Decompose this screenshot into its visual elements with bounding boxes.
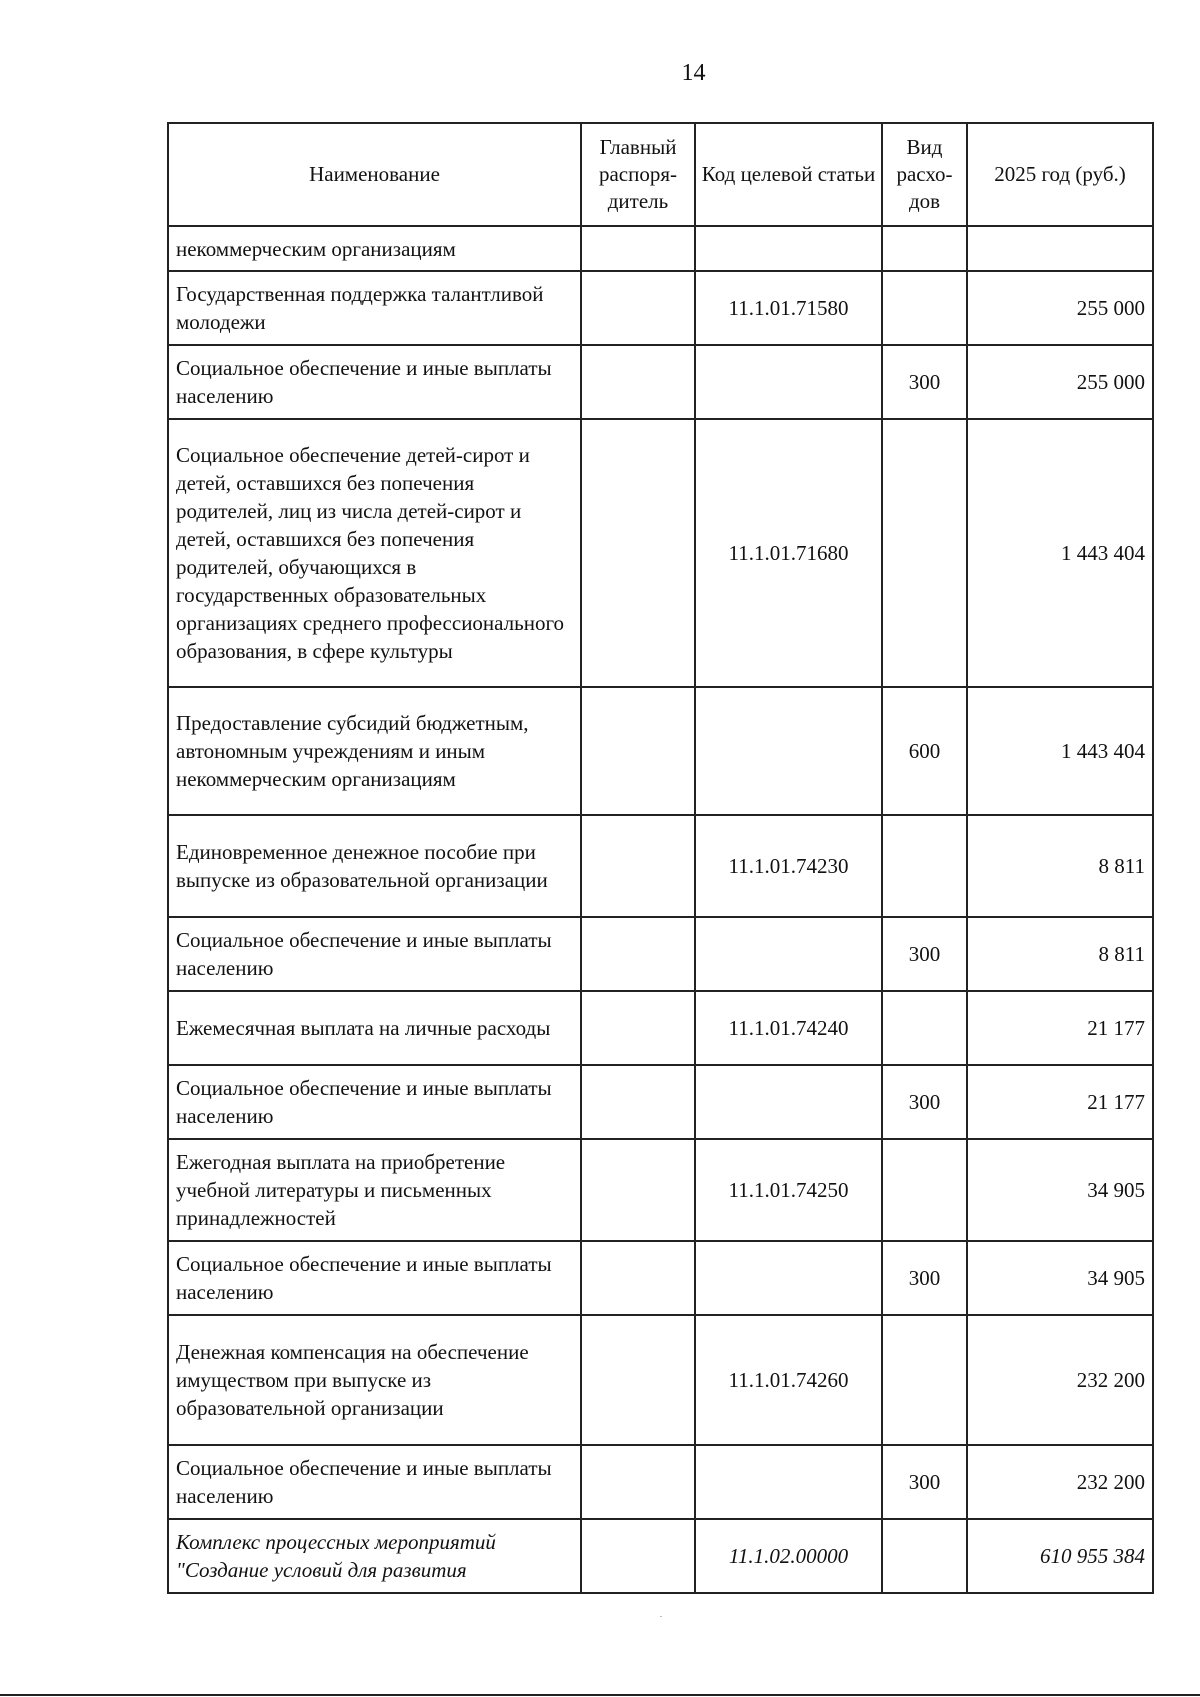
cell-name: Денежная компенсация на обеспечение имуществом при выпуске из образовательной организации	[168, 1315, 581, 1445]
cell-code	[695, 1065, 882, 1139]
cell-manager	[581, 1139, 695, 1241]
table-row	[168, 815, 1153, 917]
cell-amount: 21 177	[967, 1065, 1153, 1139]
table-header-row	[168, 123, 1153, 226]
table-row	[168, 687, 1153, 815]
page-number: 14	[681, 60, 706, 86]
table-row	[168, 991, 1153, 1065]
table-row	[168, 419, 1153, 687]
table-row	[168, 226, 1153, 271]
cell-manager	[581, 1241, 695, 1315]
table-row	[168, 271, 1153, 345]
cell-code	[695, 687, 882, 815]
cell-code: 11.1.01.74240	[695, 991, 882, 1065]
cell-kind: 600	[882, 687, 967, 815]
page-bottom-rule	[0, 1694, 1200, 1696]
cell-amount: 232 200	[967, 1445, 1153, 1519]
cell-name: Социальное обеспечение и иные выплаты населению	[168, 1241, 581, 1315]
cell-amount: 232 200	[967, 1315, 1153, 1445]
cell-amount: 255 000	[967, 271, 1153, 345]
cell-kind: 300	[882, 1241, 967, 1315]
header-kind: Вид расхо-дов	[882, 123, 967, 226]
cell-kind	[882, 1519, 967, 1593]
header-year: 2025 год (руб.)	[967, 123, 1153, 226]
cell-amount: 1 443 404	[967, 687, 1153, 815]
cell-manager	[581, 419, 695, 687]
cell-amount: 8 811	[967, 917, 1153, 991]
budget-table	[167, 122, 1154, 1594]
cell-manager	[581, 991, 695, 1065]
cell-kind	[882, 419, 967, 687]
table-row	[168, 1139, 1153, 1241]
cell-manager	[581, 345, 695, 419]
cell-amount: 610 955 384	[967, 1519, 1153, 1593]
cell-code	[695, 345, 882, 419]
cell-manager	[581, 1065, 695, 1139]
cell-name: Социальное обеспечение и иные выплаты населению	[168, 917, 581, 991]
cell-manager	[581, 1315, 695, 1445]
cell-kind	[882, 226, 967, 271]
cell-amount: 8 811	[967, 815, 1153, 917]
cell-name: Ежегодная выплата на приобретение учебной литературы и письменных принадлежностей	[168, 1139, 581, 1241]
cell-code	[695, 1445, 882, 1519]
table-row	[168, 345, 1153, 419]
cell-manager	[581, 815, 695, 917]
header-manager: Главный распоря-дитель	[581, 123, 695, 226]
cell-manager	[581, 1445, 695, 1519]
cell-name: Социальное обеспечение и иные выплаты населению	[168, 1445, 581, 1519]
cell-name: некоммерческим организациям	[168, 226, 581, 271]
cell-kind	[882, 1139, 967, 1241]
cell-kind	[882, 991, 967, 1065]
cell-manager	[581, 271, 695, 345]
cell-kind	[882, 1315, 967, 1445]
cell-code: 11.1.01.74250	[695, 1139, 882, 1241]
cell-manager	[581, 687, 695, 815]
table-row	[168, 1519, 1153, 1593]
cell-amount: 255 000	[967, 345, 1153, 419]
table-row	[168, 1241, 1153, 1315]
table-row	[168, 917, 1153, 991]
cell-name: Социальное обеспечение детей-сирот и детей, оставшихся без попечения родителей, лиц из числа детей-сирот и детей, оставшихся без попечения родителей, обучающихся в государственных образовательных организациях среднего профессионального образования, в сфере культуры	[168, 419, 581, 687]
cell-kind: 300	[882, 1445, 967, 1519]
cell-manager	[581, 1519, 695, 1593]
cell-amount: 1 443 404	[967, 419, 1153, 687]
cell-kind	[882, 815, 967, 917]
cell-code	[695, 1241, 882, 1315]
cell-name: Социальное обеспечение и иные выплаты населению	[168, 345, 581, 419]
cell-name: Единовременное денежное пособие при выпуске из образовательной организации	[168, 815, 581, 917]
cell-code	[695, 917, 882, 991]
cell-kind	[882, 271, 967, 345]
scan-speck	[660, 1616, 662, 1617]
cell-name: Ежемесячная выплата на личные расходы	[168, 991, 581, 1065]
cell-kind: 300	[882, 1065, 967, 1139]
cell-amount: 34 905	[967, 1139, 1153, 1241]
cell-name: Предоставление субсидий бюджетным, автономным учреждениям и иным некоммерческим организациям	[168, 687, 581, 815]
cell-amount: 34 905	[967, 1241, 1153, 1315]
cell-code	[695, 226, 882, 271]
table-row	[168, 1445, 1153, 1519]
cell-name: Комплекс процессных мероприятий "Создание условий для развития	[168, 1519, 581, 1593]
cell-manager	[581, 917, 695, 991]
table-row	[168, 1065, 1153, 1139]
table-body	[168, 226, 1153, 1593]
cell-name: Социальное обеспечение и иные выплаты населению	[168, 1065, 581, 1139]
cell-name: Государственная поддержка талантливой молодежи	[168, 271, 581, 345]
cell-amount: 21 177	[967, 991, 1153, 1065]
cell-manager	[581, 226, 695, 271]
cell-kind: 300	[882, 345, 967, 419]
cell-code: 11.1.02.00000	[695, 1519, 882, 1593]
header-code: Код целевой статьи	[695, 123, 882, 226]
cell-kind: 300	[882, 917, 967, 991]
table-row	[168, 1315, 1153, 1445]
cell-code: 11.1.01.71680	[695, 419, 882, 687]
cell-code: 11.1.01.74230	[695, 815, 882, 917]
cell-code: 11.1.01.74260	[695, 1315, 882, 1445]
cell-amount	[967, 226, 1153, 271]
header-name: Наименование	[168, 123, 581, 226]
cell-code: 11.1.01.71580	[695, 271, 882, 345]
